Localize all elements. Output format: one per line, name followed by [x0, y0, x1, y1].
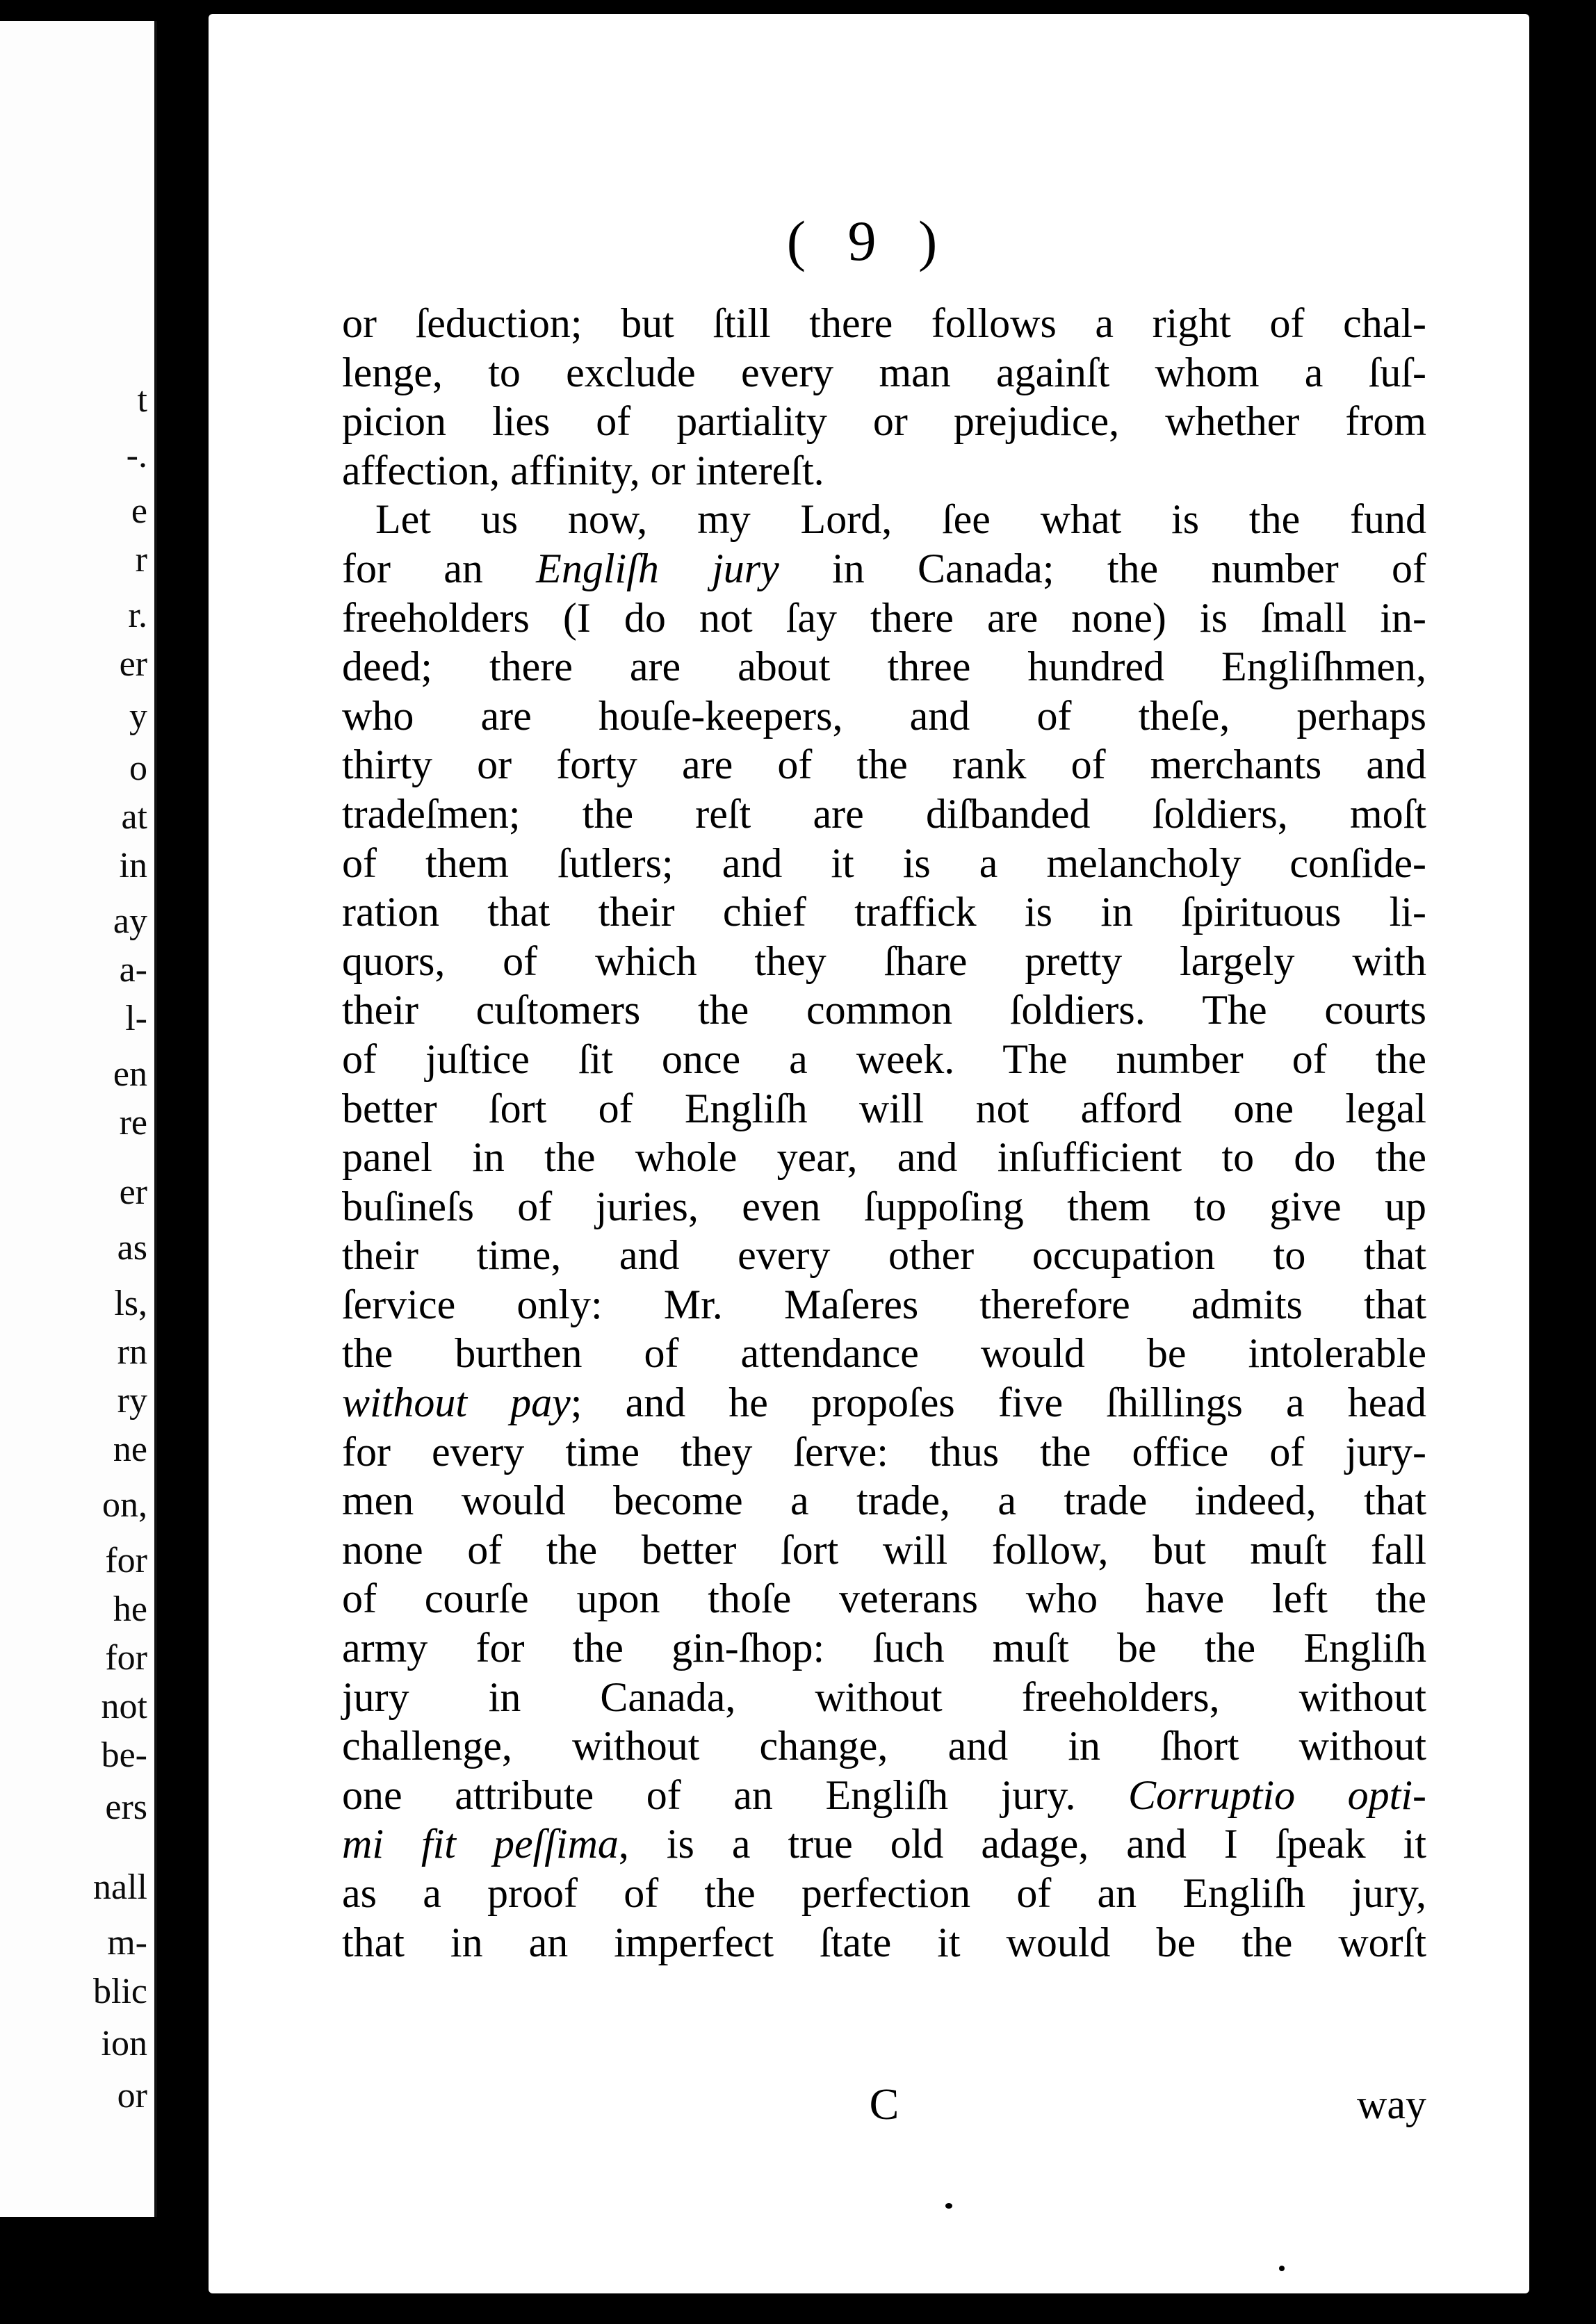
text-run: army for the gin-ſhop: ſuch muſt be the Engliſh: [342, 1625, 1426, 1671]
text-run: deed; there are about three hundred Engliſhmen,: [342, 644, 1426, 690]
left-page-fragment: rn: [117, 1332, 147, 1372]
left-page-fragment: r.: [128, 596, 147, 635]
text-run: freeholders (I do not ſay there are none) is ſmall in-: [342, 594, 1426, 641]
ink-speck: [1279, 2266, 1285, 2271]
text-line: [342, 692, 1426, 741]
catchword: way: [1357, 2081, 1426, 2127]
text-line: [342, 1035, 1426, 1084]
text-line: [342, 740, 1426, 789]
text-run: affection, affinity, or intereſt.: [342, 447, 824, 493]
text-run: ration that their chief traffick is in ſpirituous li-: [342, 889, 1426, 935]
left-page-fragment: ay: [113, 901, 147, 941]
text-line: [342, 1231, 1426, 1280]
text-run: men would become a trade, a trade indeed, that: [342, 1478, 1426, 1524]
signature-mark: C: [869, 2079, 899, 2129]
text-line: [342, 1918, 1426, 1967]
left-page-fragment: er: [119, 644, 147, 684]
italic-text: without pay: [342, 1380, 571, 1426]
text-run: their cuſtomers the common ſoldiers. The courts: [342, 987, 1426, 1033]
text-line: [342, 937, 1426, 986]
left-page-fragment: he: [113, 1589, 147, 1629]
left-page-fragment: for: [105, 1541, 147, 1580]
text-run: thirty or forty are of the rank of merchants and: [342, 742, 1426, 788]
left-page-fragment: on,: [102, 1485, 147, 1525]
left-page-fragment: ers: [105, 1787, 147, 1827]
text-line: [342, 1623, 1426, 1673]
text-line: [342, 1574, 1426, 1623]
left-page-fragment: r: [135, 540, 147, 580]
left-page-fragment: ry: [117, 1381, 147, 1421]
text-line: [342, 1427, 1426, 1477]
text-run: or ſeduction; but ſtill there follows a right of chal-: [342, 300, 1426, 346]
left-page-fragment: for: [105, 1638, 147, 1678]
left-page-fragment: er: [119, 1172, 147, 1212]
left-page-fragment: y: [129, 696, 147, 736]
text-run: of them ſutlers; and it is a melancholy conſide-: [342, 840, 1426, 886]
left-page-fragment: ion: [101, 2024, 147, 2063]
text-run: Let us now, my Lord, ſee what is the fund: [375, 496, 1426, 543]
text-run: one attribute of an Engliſh jury.: [342, 1771, 1129, 1818]
text-line: [342, 446, 1426, 496]
text-line: [342, 789, 1426, 839]
text-run: for an: [342, 545, 537, 591]
text-run: ſervice only: Mr. Maſeres therefore admits that: [342, 1281, 1426, 1327]
page-number: ( 9 ): [786, 209, 952, 272]
italic-text: mi fit peſſima: [342, 1821, 619, 1867]
left-page-fragment: m-: [107, 1923, 147, 1963]
text-line: [342, 985, 1426, 1035]
left-page-fragment: ls,: [114, 1284, 147, 1323]
left-page-fragment: at: [121, 797, 147, 837]
left-page-fragment: as: [117, 1228, 147, 1268]
text-line: [342, 1721, 1426, 1771]
italic-text: Corruptio opti-: [1128, 1771, 1427, 1818]
text-line: [342, 1280, 1426, 1329]
text-line: [342, 1329, 1426, 1378]
text-line: [342, 1819, 1426, 1869]
text-run: of courſe upon thoſe veterans who have left the: [342, 1576, 1426, 1622]
text-run: quors, of which they ſhare pretty largely with: [342, 938, 1426, 984]
text-line: [342, 495, 1426, 544]
text-run: lenge, to exclude every man againſt whom a ſuſ-: [342, 349, 1426, 395]
text-run: better ſort of Engliſh will not afford one legal: [342, 1085, 1426, 1131]
text-run: panel in the whole year, and inſufficient to do the: [342, 1134, 1426, 1181]
left-page-fragment: l-: [125, 999, 147, 1038]
left-page-fragment: blic: [93, 1972, 147, 2011]
previous-page-edge: [0, 21, 157, 2217]
text-line: [342, 1771, 1426, 1820]
text-line: [342, 1476, 1426, 1525]
text-run: tradeſmen; the reſt are diſbanded ſoldiers, moſt: [342, 790, 1426, 837]
text-run: challenge, without change, and in ſhort without: [342, 1723, 1426, 1769]
text-line: [342, 1084, 1426, 1134]
text-line: [342, 594, 1426, 643]
text-line: [342, 642, 1426, 692]
text-run: for every time they ſerve: thus the office of jury-: [342, 1428, 1426, 1475]
book-page: [209, 14, 1529, 2293]
left-page-fragment: in: [119, 846, 147, 885]
text-run: picion lies of partiality or prejudice, whether from: [342, 398, 1426, 445]
left-page-fragment: t: [137, 380, 147, 420]
text-run: none of the better ſort will follow, but muſt fall: [342, 1526, 1426, 1573]
left-page-fragment: re: [119, 1103, 147, 1143]
text-line: [342, 839, 1426, 888]
body-text: [342, 299, 1426, 1967]
text-line: [342, 1869, 1426, 1918]
text-line: [342, 1525, 1426, 1575]
left-page-fragment: be-: [101, 1735, 147, 1775]
left-page-fragment: o: [129, 748, 147, 788]
left-page-fragment: or: [117, 2076, 147, 2116]
left-page-fragment: ne: [113, 1430, 147, 1469]
text-line: [342, 1378, 1426, 1427]
text-run: , is a true old adage, and I ſpeak it: [618, 1821, 1426, 1867]
text-line: [342, 1182, 1426, 1231]
text-run: buſineſs of juries, even ſuppoſing them to give up: [342, 1183, 1426, 1229]
text-run: that in an imperfect ſtate it would be the worſt: [342, 1919, 1426, 1965]
left-page-fragment: -.: [126, 436, 147, 475]
left-page-fragment: nall: [93, 1867, 147, 1907]
text-run: of juſtice ſit once a week. The number of the: [342, 1036, 1426, 1082]
page-footer: [342, 2077, 1426, 2132]
text-line: [342, 544, 1426, 594]
text-run: ; and he propoſes five ſhillings a head: [570, 1380, 1426, 1426]
text-line: [342, 397, 1426, 446]
left-page-fragment: e: [131, 491, 147, 531]
text-line: [342, 299, 1426, 348]
text-run: jury in Canada, without freeholders, without: [342, 1674, 1426, 1720]
left-page-fragment: en: [113, 1054, 147, 1094]
text-line: [342, 887, 1426, 937]
text-run: the burthen of attendance would be intolerable: [342, 1330, 1426, 1377]
text-run: in Canada; the number of: [779, 545, 1426, 591]
text-line: [342, 1673, 1426, 1722]
text-run: their time, and every other occupation to that: [342, 1232, 1426, 1279]
text-run: who are houſe-keepers, and of theſe, perhaps: [342, 692, 1426, 739]
text-line: [342, 1133, 1426, 1182]
text-run: as a proof of the perfection of an Engliſh jury,: [342, 1870, 1426, 1916]
text-line: [342, 348, 1426, 398]
left-page-fragment: not: [101, 1687, 147, 1726]
ink-speck: [945, 2203, 952, 2209]
left-page-fragment: a-: [119, 950, 147, 990]
italic-text: Engliſh jury: [536, 545, 779, 591]
